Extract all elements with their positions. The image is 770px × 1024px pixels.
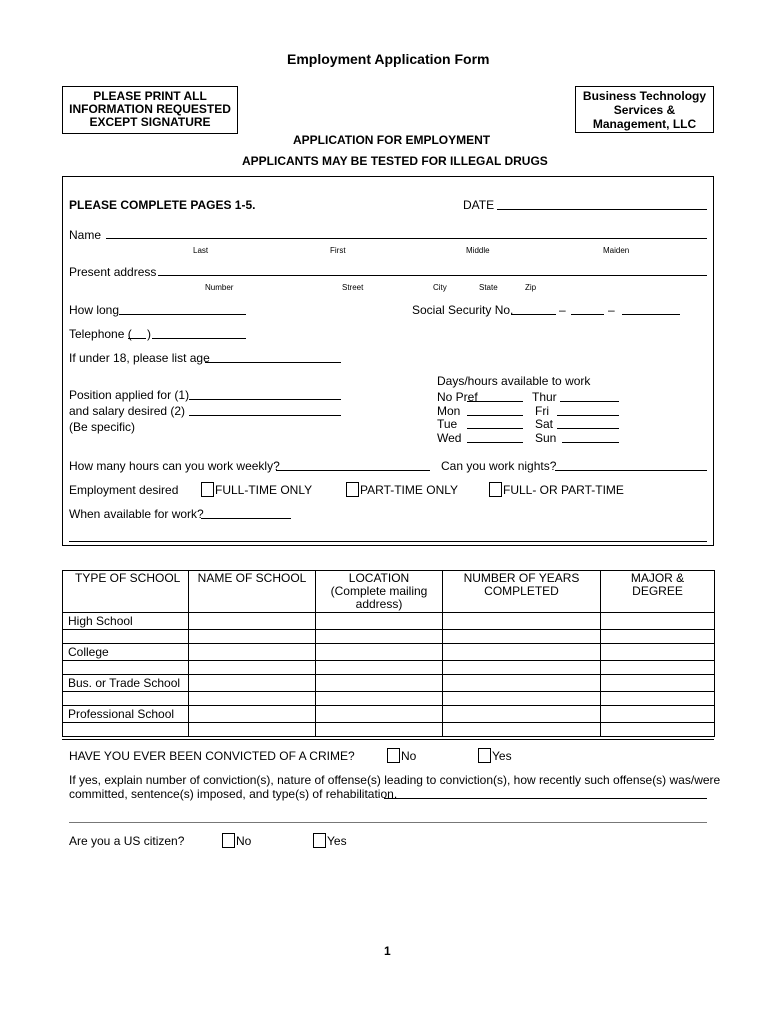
- print-instructions-line: PLEASE PRINT ALL: [93, 89, 207, 103]
- date-field[interactable]: [497, 209, 707, 210]
- ssn-field-2[interactable]: [571, 314, 604, 315]
- table-cell[interactable]: [189, 630, 316, 644]
- print-instructions-line: INFORMATION REQUESTED: [69, 102, 231, 116]
- crime-explain-field[interactable]: [384, 798, 707, 799]
- table-cell[interactable]: [189, 661, 316, 675]
- part-time-label: PART-TIME ONLY: [360, 483, 459, 497]
- crime-explain-line-2: committed, sentence(s) imposed, and type(s) of rehabilitation.: [69, 787, 398, 801]
- name-label: Name: [69, 228, 102, 242]
- school-type-trade: Bus. or Trade School: [63, 675, 189, 692]
- form-title: Employment Application Form: [287, 51, 490, 67]
- day-label-mon: Mon: [437, 404, 461, 418]
- day-label-thur: Thur: [532, 390, 557, 404]
- day-label-wed: Wed: [437, 431, 462, 445]
- education-header-row: [63, 571, 715, 613]
- name-sub-maiden: Maiden: [603, 246, 630, 255]
- school-type-high-school: High School: [63, 613, 189, 630]
- when-available-extra-line[interactable]: [69, 541, 707, 542]
- crime-yes-checkbox[interactable]: [478, 748, 491, 763]
- day-label-sat: Sat: [535, 417, 554, 431]
- address-sub-state: State: [479, 283, 498, 292]
- citizen-question: Are you a US citizen?: [69, 834, 185, 848]
- table-row: [63, 692, 715, 706]
- hours-weekly-field[interactable]: [276, 470, 430, 471]
- header-major-degree: MAJOR & DEGREE: [601, 571, 715, 613]
- ssn-field-1[interactable]: [511, 314, 556, 315]
- thur-field[interactable]: [560, 401, 619, 402]
- table-cell[interactable]: [443, 630, 601, 644]
- citizen-yes-checkbox[interactable]: [313, 833, 326, 848]
- crime-no-label: No: [401, 749, 417, 763]
- education-table: [62, 570, 715, 737]
- telephone-paren: ): [147, 327, 151, 341]
- when-available-label: When available for work?: [69, 507, 204, 521]
- table-cell[interactable]: [316, 723, 443, 737]
- school-type-college: College: [63, 644, 189, 661]
- sat-field[interactable]: [557, 428, 619, 429]
- table-row: [63, 644, 715, 661]
- table-cell[interactable]: [601, 630, 715, 644]
- table-row: [63, 675, 715, 692]
- complete-pages-note: PLEASE COMPLETE PAGES 1-5.: [69, 198, 256, 212]
- telephone-field[interactable]: [152, 338, 246, 339]
- sun-field[interactable]: [562, 442, 619, 443]
- table-cell[interactable]: [443, 613, 601, 630]
- print-instructions-line: EXCEPT SIGNATURE: [89, 115, 211, 129]
- table-cell[interactable]: [443, 692, 601, 706]
- table-cell[interactable]: [189, 692, 316, 706]
- table-row: [63, 723, 715, 737]
- when-available-field[interactable]: [201, 518, 291, 519]
- table-cell[interactable]: [316, 692, 443, 706]
- under-18-age-field[interactable]: [205, 362, 341, 363]
- crime-yes-label: Yes: [492, 749, 512, 763]
- present-address-field[interactable]: [158, 275, 707, 276]
- header-type-of-school: TYPE OF SCHOOL: [63, 571, 189, 613]
- table-row: [63, 706, 715, 723]
- section-divider: [62, 739, 714, 740]
- employment-desired-label: Employment desired: [69, 483, 179, 497]
- name-field[interactable]: [106, 238, 707, 239]
- mon-field[interactable]: [467, 415, 523, 416]
- address-sub-city: City: [433, 283, 447, 292]
- table-row: [63, 630, 715, 644]
- telephone-area-code-field[interactable]: [128, 338, 146, 339]
- table-cell[interactable]: [443, 675, 601, 692]
- table-cell[interactable]: [316, 661, 443, 675]
- table-row: [63, 661, 715, 675]
- address-sub-street: Street: [342, 283, 364, 292]
- name-sub-last: Last: [193, 246, 209, 255]
- table-cell[interactable]: [316, 613, 443, 630]
- table-cell[interactable]: [189, 706, 316, 723]
- header-years-completed: NUMBER OF YEARS COMPLETED: [443, 571, 601, 613]
- position-line-3: (Be specific): [69, 420, 136, 434]
- drug-test-notice: APPLICANTS MAY BE TESTED FOR ILLEGAL DRUGS: [242, 154, 548, 168]
- table-cell[interactable]: [316, 644, 443, 661]
- company-box: [575, 86, 714, 133]
- table-cell[interactable]: [601, 692, 715, 706]
- print-instructions-box: [62, 86, 238, 134]
- table-cell[interactable]: [443, 644, 601, 661]
- fri-field[interactable]: [557, 415, 619, 416]
- part-time-checkbox[interactable]: [346, 482, 359, 497]
- table-cell[interactable]: [189, 675, 316, 692]
- page-number: 1: [384, 944, 391, 958]
- table-cell[interactable]: [63, 661, 189, 675]
- ssn-field-3[interactable]: [622, 314, 680, 315]
- position-2-field[interactable]: [189, 415, 341, 416]
- crime-question: HAVE YOU EVER BEEN CONVICTED OF A CRIME?: [69, 749, 355, 763]
- table-cell[interactable]: [189, 644, 316, 661]
- nights-field[interactable]: [555, 470, 707, 471]
- days-hours-title: Days/hours available to work: [437, 374, 591, 388]
- address-sub-zip: Zip: [525, 283, 537, 292]
- nights-label: Can you work nights?: [441, 459, 557, 473]
- table-cell[interactable]: [316, 675, 443, 692]
- table-cell[interactable]: [601, 706, 715, 723]
- position-1-field[interactable]: [189, 399, 341, 400]
- how-long-label: How long: [69, 303, 120, 317]
- table-cell[interactable]: [601, 675, 715, 692]
- day-label-tue: Tue: [437, 417, 458, 431]
- no-pref-field[interactable]: [467, 401, 523, 402]
- telephone-label: Telephone (: [69, 327, 132, 341]
- ssn-dash: –: [608, 303, 615, 317]
- date-label: DATE: [463, 198, 495, 212]
- citizen-no-checkbox[interactable]: [222, 833, 235, 848]
- name-sub-middle: Middle: [466, 246, 490, 255]
- table-cell[interactable]: [443, 723, 601, 737]
- wed-field[interactable]: [467, 442, 523, 443]
- table-cell[interactable]: [189, 723, 316, 737]
- day-label-no-pref: No Pref: [437, 390, 478, 404]
- table-cell[interactable]: [601, 723, 715, 737]
- present-address-label: Present address: [69, 265, 157, 279]
- table-cell[interactable]: [316, 706, 443, 723]
- application-heading: APPLICATION FOR EMPLOYMENT: [293, 133, 491, 147]
- table-cell[interactable]: [63, 692, 189, 706]
- hours-weekly-label: How many hours can you work weekly?: [69, 459, 280, 473]
- table-cell[interactable]: [601, 613, 715, 630]
- table-cell[interactable]: [63, 723, 189, 737]
- school-type-professional: Professional School: [63, 706, 189, 723]
- full-or-part-time-checkbox[interactable]: [489, 482, 502, 497]
- header-location: LOCATION (Complete mailing address): [316, 571, 443, 613]
- company-name-line: Business Technology: [582, 89, 707, 103]
- ssn-label: Social Security No.: [412, 303, 514, 317]
- under-18-label: If under 18, please list age: [69, 351, 210, 365]
- crime-no-checkbox[interactable]: [387, 748, 400, 763]
- citizen-no-label: No: [236, 834, 252, 848]
- company-name-line: Management, LLC: [592, 117, 697, 131]
- how-long-field[interactable]: [119, 314, 246, 315]
- name-sub-first: First: [330, 246, 346, 255]
- address-sub-number: Number: [205, 283, 234, 292]
- company-name-line: Services &: [613, 103, 676, 117]
- full-or-part-time-label: FULL- OR PART-TIME: [503, 483, 624, 497]
- table-cell[interactable]: [316, 630, 443, 644]
- ssn-dash: –: [559, 303, 566, 317]
- day-label-fri: Fri: [535, 404, 549, 418]
- tue-field[interactable]: [467, 428, 523, 429]
- table-cell[interactable]: [443, 706, 601, 723]
- full-time-label: FULL-TIME ONLY: [215, 483, 313, 497]
- citizen-yes-label: Yes: [327, 834, 347, 848]
- full-time-checkbox[interactable]: [201, 482, 214, 497]
- position-line-2: and salary desired (2): [69, 404, 186, 418]
- section-divider: [69, 822, 707, 823]
- table-cell[interactable]: [443, 661, 601, 675]
- table-cell[interactable]: [601, 644, 715, 661]
- table-row: [63, 613, 715, 630]
- table-cell[interactable]: [63, 630, 189, 644]
- table-cell[interactable]: [189, 613, 316, 630]
- day-label-sun: Sun: [535, 431, 557, 445]
- position-line-1: Position applied for (1): [69, 388, 190, 402]
- crime-explain-line-1: If yes, explain number of conviction(s), nature of offense(s) leading to conviction(s), how recently such offense(s) was/were: [69, 773, 721, 787]
- table-cell[interactable]: [601, 661, 715, 675]
- header-name-of-school: NAME OF SCHOOL: [189, 571, 316, 613]
